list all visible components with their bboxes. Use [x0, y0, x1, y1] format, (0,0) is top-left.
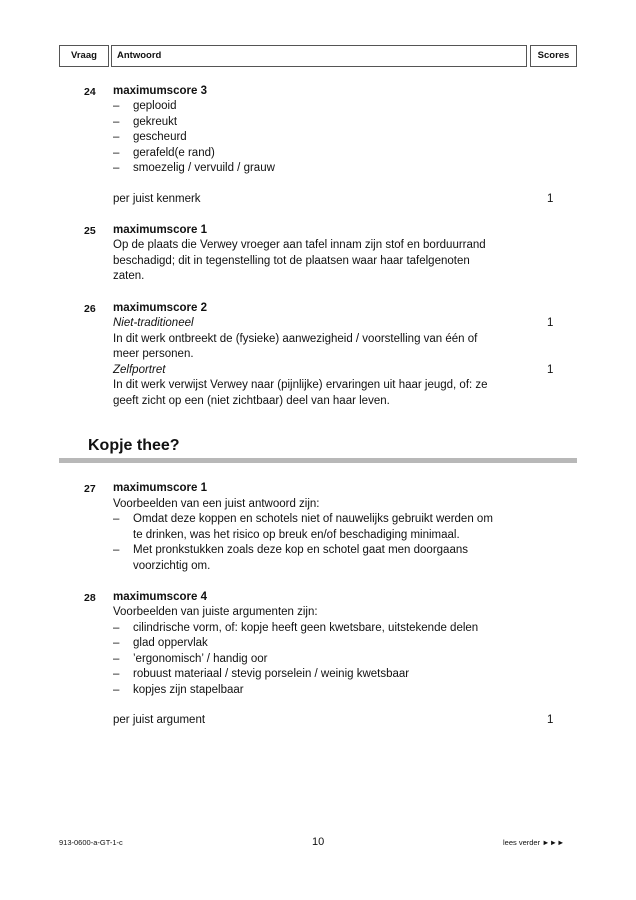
dash: – — [113, 116, 120, 128]
q28-item: robuust materiaal / stevig porselein / weinig kwetsbaar — [133, 668, 410, 680]
q24-item: gekreukt — [133, 116, 178, 128]
q26-score-2: 1 — [547, 364, 554, 376]
q26-text-line: In dit werk verwijst Verwey naar (pijnlijke) ervaringen uit haar jeugd, of: ze — [113, 379, 488, 391]
question-number-25: 25 — [84, 225, 96, 237]
document-code: 913-0600-a-GT-1-c — [59, 838, 123, 847]
q24-rule: per juist kenmerk — [113, 193, 201, 205]
dash: – — [113, 684, 120, 696]
q25-answer-line: beschadigd; dit in tegenstelling tot de plaatsen waar haar tafelgenoten — [113, 255, 470, 267]
q24-item: gerafeld(e rand) — [133, 147, 215, 159]
q24-item: smoezelig / vervuild / grauw — [133, 162, 275, 174]
q27-intro: Voorbeelden van een juist antwoord zijn: — [113, 498, 320, 510]
q27-bullet-line: Omdat deze koppen en schotels niet of nauwelijks gebruikt werden om — [133, 513, 493, 525]
q27-bullet-line: te drinken, was het risico op breuk en/of beschadiging minimaal. — [133, 529, 460, 541]
q27-bullet-line: Met pronkstukken zoals deze kop en schotel gaat men doorgaans — [133, 544, 468, 556]
header-vraag: Vraag — [59, 45, 109, 67]
dash: – — [113, 668, 120, 680]
page-number: 10 — [312, 836, 325, 848]
q28-item: kopjes zijn stapelbaar — [133, 684, 244, 696]
dash: – — [113, 513, 120, 525]
q24-score: 1 — [547, 193, 554, 205]
section-title: Kopje thee? — [88, 437, 180, 454]
q25-maxscore: maximumscore 1 — [113, 224, 207, 236]
q28-item: ’ergonomisch’ / handig oor — [133, 653, 268, 665]
dash: – — [113, 622, 120, 634]
q26-label-zelfportret: Zelfportret — [113, 364, 166, 376]
dash: – — [113, 653, 120, 665]
question-number-26: 26 — [84, 303, 96, 315]
question-number-28: 28 — [84, 592, 96, 604]
section-divider — [59, 458, 577, 463]
continue-label: lees verder ►►► — [503, 838, 565, 847]
q26-text-line: geeft zicht op een (niet zichtbaar) deel van haar leven. — [113, 395, 390, 407]
q25-answer-line: zaten. — [113, 270, 145, 282]
q28-item: cilindrische vorm, of: kopje heeft geen kwetsbare, uitstekende delen — [133, 622, 479, 634]
header-scores: Scores — [530, 45, 577, 67]
dash: – — [113, 162, 120, 174]
q26-text-line: meer personen. — [113, 348, 194, 360]
q24-maxscore: maximumscore 3 — [113, 85, 207, 97]
q25-answer-line: Op de plaats die Verwey vroeger aan tafel innam zijn stof en borduurrand — [113, 239, 486, 251]
q28-score: 1 — [547, 714, 554, 726]
q26-score-1: 1 — [547, 317, 554, 329]
q24-item: geplooid — [133, 100, 177, 112]
q26-maxscore: maximumscore 2 — [113, 302, 207, 314]
q24-item: gescheurd — [133, 131, 187, 143]
dash: – — [113, 147, 120, 159]
header-antwoord: Antwoord — [111, 45, 527, 67]
dash: – — [113, 131, 120, 143]
q28-maxscore: maximumscore 4 — [113, 591, 207, 603]
q27-bullet-line: voorzichtig om. — [133, 560, 211, 572]
dash: – — [113, 544, 120, 556]
dash: – — [113, 100, 120, 112]
dash: – — [113, 637, 120, 649]
q26-label-niet-traditioneel: Niet-traditioneel — [113, 317, 194, 329]
q26-text-line: In dit werk ontbreekt de (fysieke) aanwezigheid / voorstelling van één of — [113, 333, 478, 345]
question-number-24: 24 — [84, 86, 96, 98]
q28-item: glad oppervlak — [133, 637, 208, 649]
q27-maxscore: maximumscore 1 — [113, 482, 207, 494]
question-number-27: 27 — [84, 483, 96, 495]
q28-rule: per juist argument — [113, 714, 206, 726]
q28-intro: Voorbeelden van juiste argumenten zijn: — [113, 606, 318, 618]
